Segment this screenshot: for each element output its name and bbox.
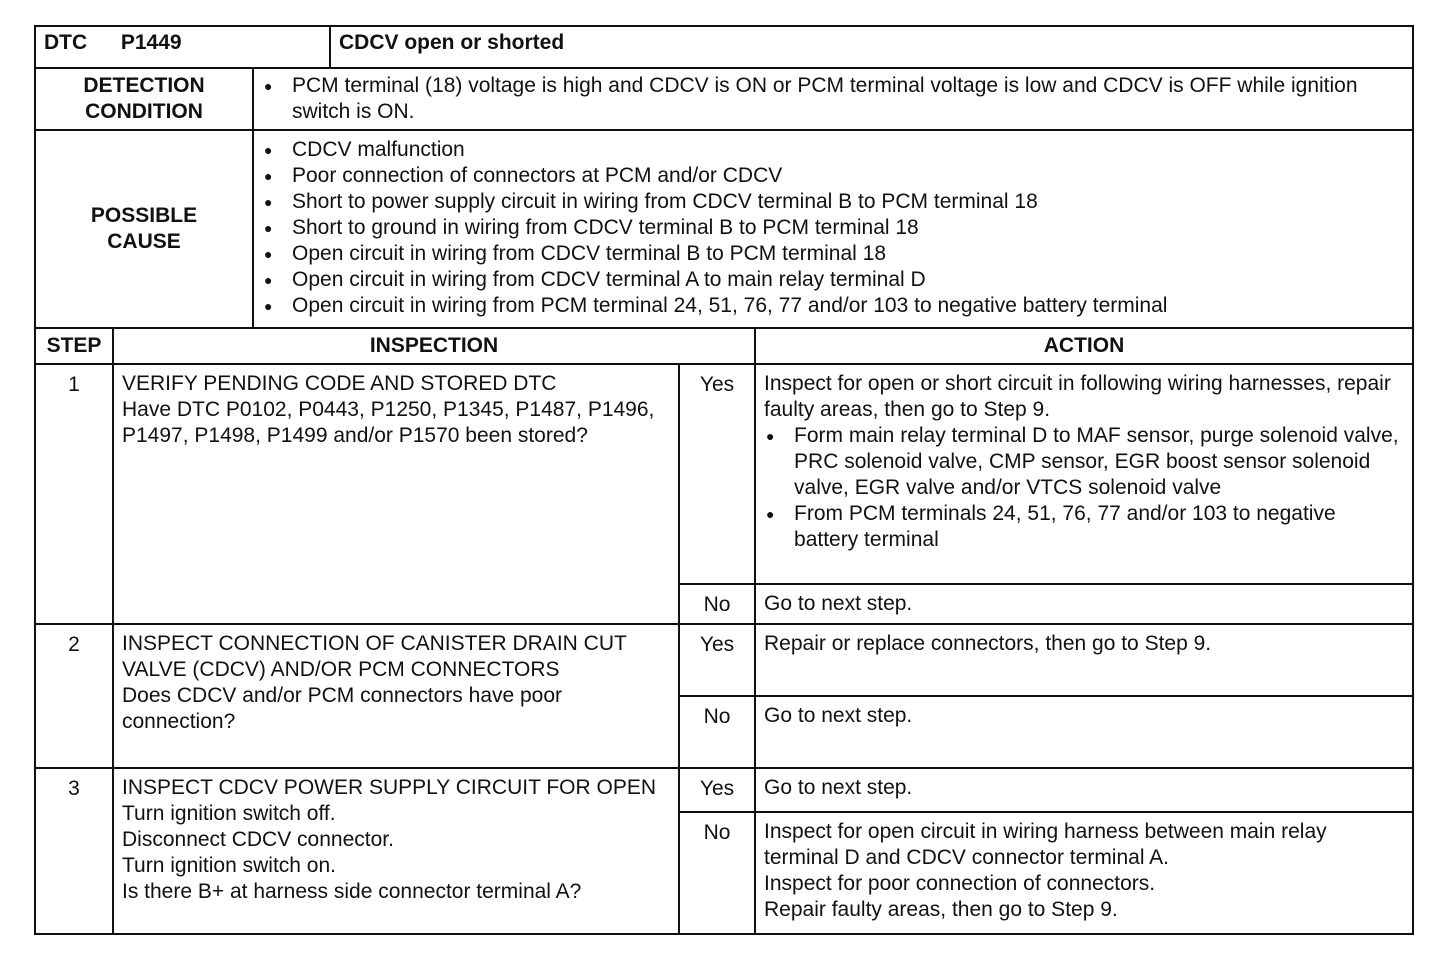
- inspection-text: Is there B+ at harness side connector terminal A?: [122, 880, 582, 903]
- dtc-label: DTC: [44, 31, 88, 54]
- inspection-heading: INSPECT CONNECTION OF CANISTER DRAIN CUT VALVE (CDCV) AND/OR PCM CONNECTORS: [122, 632, 627, 681]
- action-bullet: ● From PCM terminals 24, 51, 76, 77 and/or 103 to negative battery terminal: [764, 501, 1404, 553]
- inspection-text: Have DTC P0102, P0443, P1250, P1345, P1487, P1496, P1497, P1498, P1499 and/or P1570 been stored?: [122, 398, 655, 447]
- cause-item: ● Open circuit in wiring from PCM terminal 24, 51, 76, 77 and/or 103 to negative battery terminal: [264, 293, 1404, 319]
- no-label: No: [679, 584, 755, 624]
- cause-item: ● CDCV malfunction: [264, 137, 1404, 163]
- cause-item: ● Short to power supply circuit in wiring from CDCV terminal B to PCM terminal 18: [264, 189, 1404, 215]
- possible-cause-list: [253, 130, 1413, 328]
- step-number: 3: [35, 768, 113, 934]
- inspection-heading: INSPECT CDCV POWER SUPPLY CIRCUIT FOR OPEN: [122, 776, 657, 799]
- step-number: 2: [35, 624, 113, 768]
- dtc-document: [34, 25, 1414, 935]
- action-text: Inspect for poor connection of connectors.: [764, 872, 1156, 895]
- cause-item: ● Open circuit in wiring from CDCV terminal B to PCM terminal 18: [264, 241, 1404, 267]
- inspection-text: Disconnect CDCV connector.: [122, 828, 394, 851]
- dtc-title: CDCV open or shorted: [330, 26, 1413, 68]
- action-text: Inspect for open circuit in wiring harness between main relay terminal D and CDCV connector terminal A.: [764, 820, 1327, 869]
- cause-item: ● Open circuit in wiring from CDCV terminal A to main relay terminal D: [264, 267, 1404, 293]
- steps-table: [34, 327, 1414, 935]
- step-number: 1: [35, 364, 113, 624]
- action-column-header: ACTION: [755, 328, 1413, 364]
- no-label: No: [679, 812, 755, 934]
- action-text: Repair faulty areas, then go to Step 9.: [764, 898, 1118, 921]
- step-column-header: STEP: [35, 328, 113, 364]
- dtc-header-table: [34, 25, 1414, 69]
- no-action: Go to next step.: [755, 696, 1413, 768]
- inspection-text: Does CDCV and/or PCM connectors have poor connection?: [122, 684, 563, 733]
- possible-cause-label: [35, 130, 253, 328]
- condition-table: [34, 67, 1414, 329]
- dtc-code: P1449: [120, 31, 182, 54]
- action-bullet: ● Form main relay terminal D to MAF sensor, purge solenoid valve, PRC solenoid valve, CMP sensor, EGR boost sensor solenoid valve, EGR valve and/or VTCS solenoid valve: [764, 423, 1404, 501]
- possible-cause-label-text: POSSIBLE CAUSE: [90, 204, 198, 253]
- detection-label-text: DETECTION CONDITION: [83, 74, 205, 123]
- cause-item: ● Poor connection of connectors at PCM and/or CDCV: [264, 163, 1404, 189]
- cause-item: ● Short to ground in wiring from CDCV terminal B to PCM terminal 18: [264, 215, 1404, 241]
- no-label: No: [679, 696, 755, 768]
- step-inspection: [113, 624, 679, 768]
- yes-action: Repair or replace connectors, then go to Step 9.: [755, 624, 1413, 696]
- dtc-code-cell: [35, 26, 330, 68]
- inspection-heading: VERIFY PENDING CODE AND STORED DTC: [122, 372, 557, 395]
- step-inspection: [113, 768, 679, 934]
- step-inspection: [113, 364, 679, 624]
- yes-label: Yes: [679, 624, 755, 696]
- no-action: Go to next step.: [755, 584, 1413, 624]
- detection-condition: [253, 68, 1413, 130]
- yes-action: Go to next step.: [755, 768, 1413, 812]
- yes-label: Yes: [679, 768, 755, 812]
- action-text: Inspect for open or short circuit in following wiring harnesses, repair faulty areas, then go to Step 9.: [764, 372, 1391, 421]
- no-action: [755, 812, 1413, 934]
- inspection-text: Turn ignition switch on.: [122, 854, 336, 877]
- yes-label: Yes: [679, 364, 755, 584]
- yes-action: [755, 364, 1413, 584]
- detection-label: [35, 68, 253, 130]
- detection-item: ● PCM terminal (18) voltage is high and CDCV is ON or PCM terminal voltage is low and CDCV is OFF while ignition switch is ON.: [264, 73, 1404, 125]
- inspection-column-header: INSPECTION: [113, 328, 755, 364]
- inspection-text: Turn ignition switch off.: [122, 802, 336, 825]
